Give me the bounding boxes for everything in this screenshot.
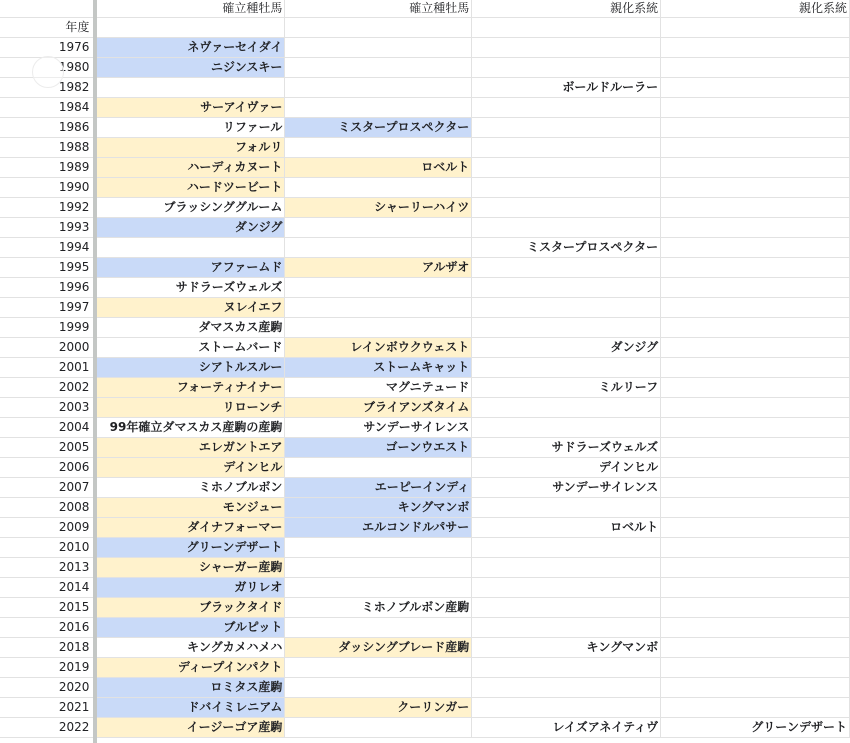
- empty-cell[interactable]: [94, 18, 285, 38]
- lineage-cell-col3[interactable]: サンデーサイレンス: [472, 478, 661, 498]
- sire-cell-col2[interactable]: [285, 718, 472, 738]
- sire-cell-col2[interactable]: [285, 78, 472, 98]
- year-cell[interactable]: 1993: [0, 218, 94, 238]
- lineage-cell-col4[interactable]: [661, 138, 850, 158]
- sire-cell-col2[interactable]: エルコンドルパサー: [285, 518, 472, 538]
- year-cell[interactable]: 1999: [0, 318, 94, 338]
- lineage-cell-col4[interactable]: [661, 498, 850, 518]
- sire-cell-col1[interactable]: ハードツービート: [94, 178, 285, 198]
- year-cell[interactable]: 2001: [0, 358, 94, 378]
- sire-cell-col1[interactable]: モンジュー: [94, 498, 285, 518]
- year-cell[interactable]: 2007: [0, 478, 94, 498]
- table-row: [0, 338, 850, 358]
- table-row: [0, 538, 850, 558]
- sire-cell-col1[interactable]: リファール: [94, 118, 285, 138]
- table-row: [0, 678, 850, 698]
- year-cell[interactable]: 2004: [0, 418, 94, 438]
- year-cell[interactable]: 2018: [0, 638, 94, 658]
- sire-cell-col2[interactable]: [285, 298, 472, 318]
- lineage-cell-col3[interactable]: [472, 598, 661, 618]
- lineage-cell-col4[interactable]: [661, 478, 850, 498]
- table-row: [0, 38, 850, 58]
- sire-cell-col1[interactable]: グリーンデザート: [94, 538, 285, 558]
- lineage-cell-col3[interactable]: [472, 358, 661, 378]
- lineage-cell-col3[interactable]: ロベルト: [472, 518, 661, 538]
- year-cell[interactable]: 1990: [0, 178, 94, 198]
- lineage-cell-col3[interactable]: デインヒル: [472, 458, 661, 478]
- lineage-cell-col4[interactable]: [661, 178, 850, 198]
- sire-cell-col1[interactable]: アファームド: [94, 258, 285, 278]
- sire-cell-col2[interactable]: [285, 458, 472, 478]
- sire-cell-col2[interactable]: ブライアンズタイム: [285, 398, 472, 418]
- lineage-cell-col3[interactable]: [472, 418, 661, 438]
- lineage-cell-col3[interactable]: [472, 158, 661, 178]
- year-cell[interactable]: 2021: [0, 698, 94, 718]
- lineage-cell-col4[interactable]: [661, 58, 850, 78]
- lineage-cell-col4[interactable]: [661, 278, 850, 298]
- sire-cell-col1[interactable]: ダンジグ: [94, 218, 285, 238]
- sire-cell-col1[interactable]: キングカメハメハ: [94, 638, 285, 658]
- table-row: [0, 518, 850, 538]
- lineage-cell-col4[interactable]: [661, 338, 850, 358]
- sire-cell-col1[interactable]: ストームバード: [94, 338, 285, 358]
- header-cell-col2[interactable]: 確立種牡馬: [285, 0, 472, 18]
- year-cell[interactable]: 1980: [0, 58, 94, 78]
- sire-cell-col1[interactable]: ニジンスキー: [94, 58, 285, 78]
- lineage-cell-col3[interactable]: [472, 258, 661, 278]
- table-row: [0, 458, 850, 478]
- sire-cell-col1[interactable]: ネヴァーセイダイ: [94, 38, 285, 58]
- table-row: [0, 198, 850, 218]
- sire-cell-col1[interactable]: ブラッシンググルーム: [94, 198, 285, 218]
- header-row: [0, 0, 850, 18]
- year-cell[interactable]: 2019: [0, 658, 94, 678]
- year-cell[interactable]: 1982: [0, 78, 94, 98]
- year-cell[interactable]: 2003: [0, 398, 94, 418]
- sire-cell-col2[interactable]: [285, 178, 472, 198]
- year-cell[interactable]: 1996: [0, 278, 94, 298]
- sire-cell-col2[interactable]: ミホノブルボン産駒: [285, 598, 472, 618]
- year-cell[interactable]: 1986: [0, 118, 94, 138]
- table-row: [0, 118, 850, 138]
- sire-cell-col1[interactable]: シアトルスルー: [94, 358, 285, 378]
- sire-cell-col2[interactable]: アルザオ: [285, 258, 472, 278]
- lineage-cell-col3[interactable]: [472, 678, 661, 698]
- year-cell[interactable]: 2008: [0, 498, 94, 518]
- year-label-cell[interactable]: 年度: [0, 18, 94, 38]
- sire-cell-col1[interactable]: ガリレオ: [94, 578, 285, 598]
- table-row: [0, 478, 850, 498]
- sire-cell-col1[interactable]: イージーゴア産駒: [94, 718, 285, 738]
- year-cell[interactable]: 1989: [0, 158, 94, 178]
- table-row: [0, 318, 850, 338]
- sire-cell-col2[interactable]: シャーリーハイツ: [285, 198, 472, 218]
- year-cell[interactable]: 2010: [0, 538, 94, 558]
- sire-cell-col2[interactable]: [285, 98, 472, 118]
- table-row: [0, 698, 850, 718]
- sire-cell-col2[interactable]: [285, 578, 472, 598]
- sire-cell-col2[interactable]: [285, 658, 472, 678]
- lineage-cell-col3[interactable]: [472, 298, 661, 318]
- lineage-cell-col3[interactable]: [472, 578, 661, 598]
- year-cell[interactable]: 2015: [0, 598, 94, 618]
- sire-cell-col2[interactable]: ダッシングブレード産駒: [285, 638, 472, 658]
- year-cell[interactable]: 1992: [0, 198, 94, 218]
- sire-cell-col2[interactable]: [285, 318, 472, 338]
- sire-cell-col2[interactable]: [285, 678, 472, 698]
- label-row: [0, 18, 850, 38]
- lineage-cell-col3[interactable]: [472, 198, 661, 218]
- lineage-cell-col4[interactable]: [661, 438, 850, 458]
- lineage-cell-col4[interactable]: [661, 658, 850, 678]
- lineage-cell-col3[interactable]: [472, 218, 661, 238]
- lineage-cell-col4[interactable]: [661, 538, 850, 558]
- sire-cell-col2[interactable]: サンデーサイレンス: [285, 418, 472, 438]
- empty-cell[interactable]: [285, 18, 472, 38]
- year-cell[interactable]: 2002: [0, 378, 94, 398]
- table-row: [0, 718, 850, 738]
- lineage-cell-col4[interactable]: [661, 418, 850, 438]
- lineage-cell-col3[interactable]: [472, 698, 661, 718]
- sire-cell-col1[interactable]: ダイナフォーマー: [94, 518, 285, 538]
- sire-cell-col2[interactable]: エーピーインディ: [285, 478, 472, 498]
- year-cell[interactable]: 1976: [0, 38, 94, 58]
- sire-cell-col1[interactable]: フォルリ: [94, 138, 285, 158]
- sire-cell-col1[interactable]: ロミタス産駒: [94, 678, 285, 698]
- sire-cell-col2[interactable]: [285, 238, 472, 258]
- lineage-cell-col4[interactable]: [661, 578, 850, 598]
- sire-cell-col1[interactable]: 99年確立ダマスカス産駒の産駒: [94, 418, 285, 438]
- lineage-cell-col3[interactable]: レイズアネイティヴ: [472, 718, 661, 738]
- table-row: [0, 598, 850, 618]
- sire-cell-col2[interactable]: マグニテュード: [285, 378, 472, 398]
- lineage-cell-col3[interactable]: ボールドルーラー: [472, 78, 661, 98]
- year-cell[interactable]: 2005: [0, 438, 94, 458]
- lineage-cell-col3[interactable]: [472, 498, 661, 518]
- table-row: [0, 558, 850, 578]
- table-row: [0, 658, 850, 678]
- lineage-cell-col4[interactable]: [661, 598, 850, 618]
- year-cell[interactable]: 1997: [0, 298, 94, 318]
- lineage-cell-col3[interactable]: [472, 558, 661, 578]
- lineage-cell-col4[interactable]: [661, 158, 850, 178]
- sire-cell-col1[interactable]: ブラックタイド: [94, 598, 285, 618]
- lineage-cell-col4[interactable]: [661, 318, 850, 338]
- lineage-cell-col3[interactable]: [472, 118, 661, 138]
- sire-cell-col1[interactable]: ハーディカヌート: [94, 158, 285, 178]
- table-row: [0, 278, 850, 298]
- table-row: [0, 358, 850, 378]
- sire-cell-col1[interactable]: ダマスカス産駒: [94, 318, 285, 338]
- sire-cell-col2[interactable]: [285, 58, 472, 78]
- lineage-cell-col3[interactable]: [472, 38, 661, 58]
- table-row: [0, 638, 850, 658]
- table-row: [0, 218, 850, 238]
- table-row: [0, 258, 850, 278]
- sire-cell-col1[interactable]: ブルピット: [94, 618, 285, 638]
- sire-cell-col1[interactable]: エレガントエア: [94, 438, 285, 458]
- lineage-cell-col4[interactable]: [661, 358, 850, 378]
- year-cell[interactable]: 1984: [0, 98, 94, 118]
- table-row: [0, 138, 850, 158]
- sire-cell-col2[interactable]: ミスタープロスペクター: [285, 118, 472, 138]
- lineage-cell-col4[interactable]: [661, 118, 850, 138]
- lineage-cell-col3[interactable]: ミルリーフ: [472, 378, 661, 398]
- table-row: [0, 78, 850, 98]
- sire-cell-col1[interactable]: [94, 78, 285, 98]
- lineage-cell-col4[interactable]: [661, 238, 850, 258]
- header-cell-col3[interactable]: 親化系統: [472, 0, 661, 18]
- sire-cell-col1[interactable]: リローンチ: [94, 398, 285, 418]
- header-cell-col4[interactable]: 親化系統: [661, 0, 850, 18]
- lineage-cell-col3[interactable]: [472, 538, 661, 558]
- year-cell[interactable]: 2020: [0, 678, 94, 698]
- sire-cell-col1[interactable]: [94, 238, 285, 258]
- header-cell-col1[interactable]: 確立種牡馬: [94, 0, 285, 18]
- lineage-cell-col4[interactable]: [661, 218, 850, 238]
- lineage-cell-col4[interactable]: [661, 198, 850, 218]
- sire-cell-col2[interactable]: [285, 138, 472, 158]
- sire-cell-col1[interactable]: サドラーズウェルズ: [94, 278, 285, 298]
- sire-cell-col1[interactable]: デインヒル: [94, 458, 285, 478]
- lineage-cell-col3[interactable]: サドラーズウェルズ: [472, 438, 661, 458]
- table-row: [0, 98, 850, 118]
- year-cell[interactable]: 2014: [0, 578, 94, 598]
- table-row: [0, 438, 850, 458]
- sire-cell-col1[interactable]: フォーティナイナー: [94, 378, 285, 398]
- sire-cell-col1[interactable]: ミホノブルボン: [94, 478, 285, 498]
- lineage-cell-col3[interactable]: [472, 318, 661, 338]
- sire-cell-col2[interactable]: [285, 38, 472, 58]
- lineage-cell-col4[interactable]: [661, 458, 850, 478]
- sire-cell-col2[interactable]: ロベルト: [285, 158, 472, 178]
- table-row: [0, 398, 850, 418]
- lineage-cell-col3[interactable]: [472, 138, 661, 158]
- lineage-cell-col3[interactable]: ミスタープロスペクター: [472, 238, 661, 258]
- lineage-cell-col3[interactable]: [472, 58, 661, 78]
- sire-cell-col1[interactable]: ドバイミレニアム: [94, 698, 285, 718]
- lineage-cell-col4[interactable]: [661, 398, 850, 418]
- year-cell[interactable]: 2013: [0, 558, 94, 578]
- lineage-cell-col4[interactable]: [661, 558, 850, 578]
- year-cell[interactable]: 2016: [0, 618, 94, 638]
- sire-cell-col1[interactable]: ヌレイエフ: [94, 298, 285, 318]
- lineage-cell-col3[interactable]: [472, 398, 661, 418]
- year-cell[interactable]: 1995: [0, 258, 94, 278]
- year-cell[interactable]: 2000: [0, 338, 94, 358]
- lineage-cell-col3[interactable]: [472, 278, 661, 298]
- table-row: [0, 298, 850, 318]
- lineage-cell-col3[interactable]: ダンジグ: [472, 338, 661, 358]
- year-cell[interactable]: 1988: [0, 138, 94, 158]
- table-row: [0, 498, 850, 518]
- sire-cell-col2[interactable]: ストームキャット: [285, 358, 472, 378]
- lineage-cell-col3[interactable]: [472, 658, 661, 678]
- lineage-cell-col4[interactable]: [661, 518, 850, 538]
- sire-cell-col2[interactable]: クーリンガー: [285, 698, 472, 718]
- lineage-cell-col4[interactable]: [661, 638, 850, 658]
- table-row: [0, 178, 850, 198]
- sire-cell-col1[interactable]: ディープインパクト: [94, 658, 285, 678]
- table-row: [0, 618, 850, 638]
- lineage-cell-col4[interactable]: [661, 258, 850, 278]
- sire-cell-col2[interactable]: ゴーンウエスト: [285, 438, 472, 458]
- sire-cell-col2[interactable]: [285, 538, 472, 558]
- year-cell[interactable]: 2022: [0, 718, 94, 738]
- table-row: [0, 58, 850, 78]
- sire-cell-col2[interactable]: レインボウクウェスト: [285, 338, 472, 358]
- sire-cell-col2[interactable]: [285, 558, 472, 578]
- header-cell-year[interactable]: [0, 0, 94, 18]
- sire-cell-col2[interactable]: キングマンボ: [285, 498, 472, 518]
- lineage-cell-col4[interactable]: [661, 378, 850, 398]
- lineage-cell-col4[interactable]: [661, 298, 850, 318]
- lineage-cell-col3[interactable]: キングマンボ: [472, 638, 661, 658]
- frozen-column-divider[interactable]: [93, 0, 97, 743]
- sire-cell-col2[interactable]: [285, 218, 472, 238]
- lineage-cell-col3[interactable]: [472, 618, 661, 638]
- sire-cell-col2[interactable]: [285, 278, 472, 298]
- lineage-cell-col4[interactable]: [661, 98, 850, 118]
- lineage-cell-col4[interactable]: [661, 38, 850, 58]
- lineage-cell-col3[interactable]: [472, 98, 661, 118]
- table-row: [0, 158, 850, 178]
- sire-cell-col1[interactable]: シャーガー産駒: [94, 558, 285, 578]
- lineage-cell-col3[interactable]: [472, 178, 661, 198]
- table-row: [0, 238, 850, 258]
- lineage-cell-col4[interactable]: [661, 78, 850, 98]
- row-hover-indicator: [32, 56, 64, 88]
- lineage-cell-col4[interactable]: [661, 698, 850, 718]
- year-cell[interactable]: 2009: [0, 518, 94, 538]
- sire-cell-col2[interactable]: [285, 618, 472, 638]
- sire-cell-col1[interactable]: サーアイヴァー: [94, 98, 285, 118]
- lineage-cell-col4[interactable]: [661, 678, 850, 698]
- table-row: [0, 578, 850, 598]
- lineage-cell-col4[interactable]: [661, 618, 850, 638]
- year-cell[interactable]: 1994: [0, 238, 94, 258]
- lineage-cell-col4[interactable]: グリーンデザート: [661, 718, 850, 738]
- empty-cell[interactable]: [661, 18, 850, 38]
- year-cell[interactable]: 2006: [0, 458, 94, 478]
- table-row: [0, 418, 850, 438]
- table-row: [0, 378, 850, 398]
- empty-cell[interactable]: [472, 18, 661, 38]
